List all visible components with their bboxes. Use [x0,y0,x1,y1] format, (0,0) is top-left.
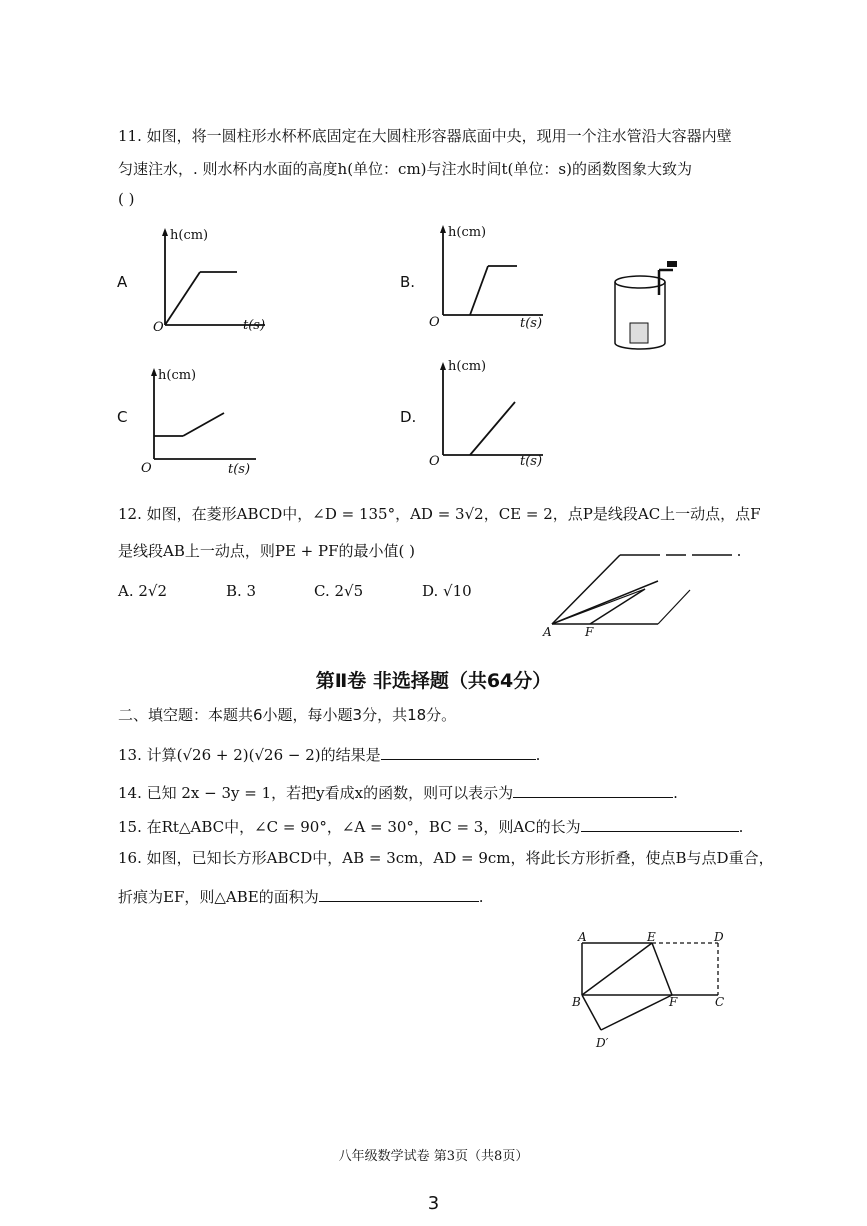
q11-answer-bracket: ( ) [118,190,135,208]
q12-option-c: C. 2√5 [314,582,364,600]
graph-b-x-label: t(s) [520,316,543,331]
rectangle-fold-figure [565,930,745,1055]
graph-c-y-label: h(cm) [158,368,197,383]
q16-line2: 折痕为EF，则△ABE的面积为 [118,888,319,906]
fold-label-a: A [578,930,587,944]
option-c-label: C [117,408,128,426]
q12-option-a: A. 2√2 [118,582,168,600]
fold-label-d: D [714,930,724,944]
q13-end: . [535,746,541,764]
q13-text: 13. 计算(√26 + 2)(√26 − 2)的结果是 [118,746,381,764]
graph-d [425,355,555,470]
rhombus-figure [540,545,770,640]
q14-answer-blank[interactable] [513,783,673,798]
q12-line1: 12. 如图，在菱形ABCD中，∠D = 135°，AD = 3√2，CE = 2，点P是线段AC上一动点，点F [118,505,761,523]
graph-d-x-label: t(s) [520,454,543,469]
graph-c-x-label: t(s) [228,462,251,477]
graph-b-origin: O [429,315,440,330]
q12-line2: 是线段AB上一动点，则PE + PF的最小值( ) [118,542,415,560]
q15-end: . [738,818,744,836]
q14-line [118,783,678,801]
graph-b [425,222,555,337]
q16-line2-wrap [118,887,483,905]
graph-b-y-label: h(cm) [448,225,487,240]
rhombus-label-f: F [585,625,594,639]
section-title: 第Ⅱ卷 非选择题（共64分） [315,670,552,692]
q16-answer-blank[interactable] [319,887,479,902]
rhombus-label-a: A [543,625,552,639]
graph-d-y-label: h(cm) [448,359,487,374]
option-d-label: D. [400,408,417,426]
q16-end: . [478,888,484,906]
page-number: 3 [427,1193,440,1214]
graph-c [138,365,268,480]
q13-line [118,745,540,763]
container-illustration [605,255,690,355]
q15-line [118,817,743,835]
option-b-label: B. [400,273,416,291]
graph-a-origin: O [153,320,164,335]
q12-option-b: B. 3 [226,582,257,600]
q11-line1: 11. 如图，将一圆柱形水杯杯底固定在大圆柱形容器底面中央，现用一个注水管沿大容器内壁 [118,127,732,145]
page-footer: 八年级数学试卷 第3页（共8页） [338,1149,529,1164]
q16-line1: 16. 如图，已知长方形ABCD中，AB = 3cm，AD = 9cm，将此长方形折叠，使点B与点D重合， [118,849,774,867]
q14-text: 14. 已知 2x − 3y = 1，若把y看成x的函数，则可以表示为 [118,784,514,802]
q15-text: 15. 在Rt△ABC中，∠C = 90°，∠A = 30°，BC = 3，则AC的长为 [118,818,581,836]
graph-a-x-label: t(s) [243,318,266,333]
graph-a [145,225,275,340]
fold-label-c: C [715,995,725,1009]
q11-line2: 匀速注水，. 则水杯内水面的高度h(单位：cm)与注水时间t(单位：s)的函数图象大致为 [118,160,692,178]
section-subtitle: 二、填空题：本题共6小题，每小题3分，共18分。 [118,706,457,724]
q15-answer-blank[interactable] [581,817,739,832]
fold-label-b: B [572,995,581,1009]
q12-option-d: D. √10 [422,582,472,600]
graph-a-y-label: h(cm) [170,228,209,243]
q14-end: . [673,784,678,802]
fold-label-e: E [647,930,656,944]
fold-label-f: F [669,995,678,1009]
graph-c-origin: O [141,461,152,476]
fold-label-d-prime: D′ [596,1036,609,1050]
q13-answer-blank[interactable] [381,745,536,760]
graph-d-origin: O [429,454,440,469]
option-a-label: A [117,273,128,291]
